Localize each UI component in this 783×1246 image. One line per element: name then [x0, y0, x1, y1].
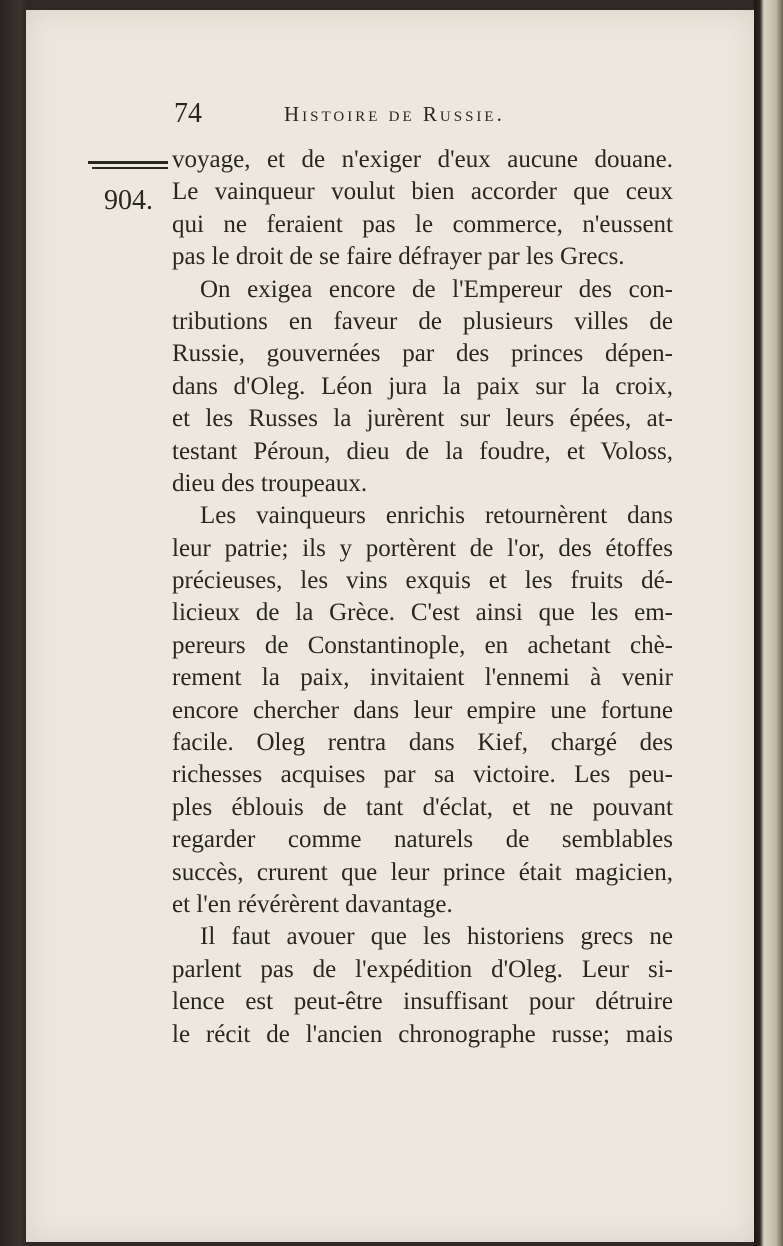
text-line: Les vainqueurs enrichis retournèrent dans: [200, 502, 673, 530]
text-line: et l'en révérèrent davantage.: [172, 890, 453, 918]
text-line: dieu des troupeaux.: [172, 469, 368, 497]
page-header: [146, 96, 676, 136]
text-line: ples éblouis de tant d'éclat, et ne pouvant: [172, 793, 673, 821]
rule-line-top: [88, 161, 168, 164]
text-line: rement la paix, invitaient l'ennemi à venir: [172, 664, 673, 692]
book-edge: [754, 0, 783, 1246]
running-title: Histoire de Russie.: [284, 102, 505, 126]
section-rule: [88, 161, 168, 170]
text-line: Le vainqueur voulut bien accorder que ceux: [172, 178, 673, 206]
margin-year: 904.: [104, 185, 153, 216]
text-line: précieuses, les vins exquis et les fruits dé-: [172, 567, 673, 595]
text-line: succès, crurent que leur prince était magicien,: [172, 858, 673, 886]
text-line: testant Péroun, dieu de la foudre, et Voloss,: [172, 437, 673, 465]
text-line: pas le droit de se faire défrayer par les Grecs.: [172, 243, 625, 271]
text-line: richesses acquises par sa victoire. Les peu-: [172, 761, 673, 789]
text-line: dans d'Oleg. Léon jura la paix sur la croix,: [172, 372, 673, 400]
text-line: voyage, et de n'exiger d'eux aucune douane.: [172, 146, 673, 173]
text-line: tributions en faveur de plusieurs villes de: [172, 307, 673, 335]
page-number: 74: [174, 98, 202, 129]
text-line: On exigea encore de l'Empereur des con-: [200, 275, 673, 303]
text-line: regarder comme naturels de semblables: [172, 826, 673, 854]
rule-line-bottom: [92, 167, 168, 169]
text-line: le récit de l'ancien chronographe russe; mais: [172, 1020, 673, 1048]
text-line: et les Russes la jurèrent sur leurs épées, at-: [172, 405, 673, 433]
text-line: leur patrie; ils y portèrent de l'or, des étoffes: [172, 534, 673, 562]
text-line: licieux de la Grèce. C'est ainsi que les em-: [172, 599, 673, 627]
text-line: pereurs de Constantinople, en achetant chè-: [172, 631, 673, 659]
body-text: [172, 144, 673, 1051]
text-line: parlent pas de l'expédition d'Oleg. Leur si-: [172, 955, 673, 983]
text-line: Il faut avouer que les historiens grecs ne: [200, 923, 673, 951]
text-line: facile. Oleg rentra dans Kief, chargé des: [172, 729, 673, 757]
text-line: encore chercher dans leur empire une fortune: [172, 696, 673, 724]
text-line: Russie, gouvernées par des princes dépen-: [172, 340, 673, 368]
text-line: lence est peut-être insuffisant pour détruire: [172, 988, 673, 1016]
text-line: qui ne feraient pas le commerce, n'eussent: [172, 210, 673, 238]
